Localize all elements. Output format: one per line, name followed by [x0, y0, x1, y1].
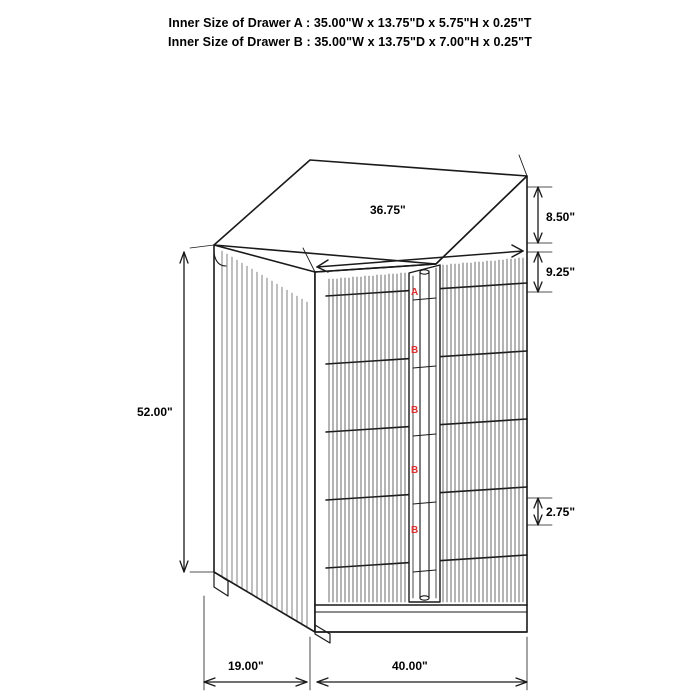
dim-label-height-overall: 52.00" [137, 405, 173, 419]
dim-label-drawer-b-height: 9.25" [546, 265, 576, 279]
cabinet-left-side-panel [214, 245, 315, 632]
ext-line-top-right [519, 155, 527, 176]
dim-label-plinth-height: 2.75" [546, 505, 576, 519]
drawer-label-b3: B [411, 465, 419, 476]
ext-line-52-top [190, 245, 214, 248]
drawer-label-a: A [411, 287, 419, 298]
reeded-texture-right [443, 258, 523, 602]
drawer-a-note: Inner Size of Drawer A : 35.00"W x 13.75"D x 5.75"H x 0.25"T [168, 16, 532, 30]
dim-label-depth-bottom: 19.00" [228, 659, 264, 673]
drawer-label-b4: B [411, 525, 419, 536]
drawer-label-b2: B [411, 405, 419, 416]
drawer-b-note: Inner Size of Drawer B : 35.00"W x 13.75"D x 7.00"H x 0.25"T [168, 35, 532, 49]
dim-label-width-bottom: 40.00" [392, 659, 428, 673]
handle-column-panel [409, 265, 440, 602]
dim-label-drawer-a-height: 8.50" [546, 210, 576, 224]
drawer-label-b1: B [411, 345, 419, 356]
dim-label-width-top: 36.75" [370, 203, 406, 217]
